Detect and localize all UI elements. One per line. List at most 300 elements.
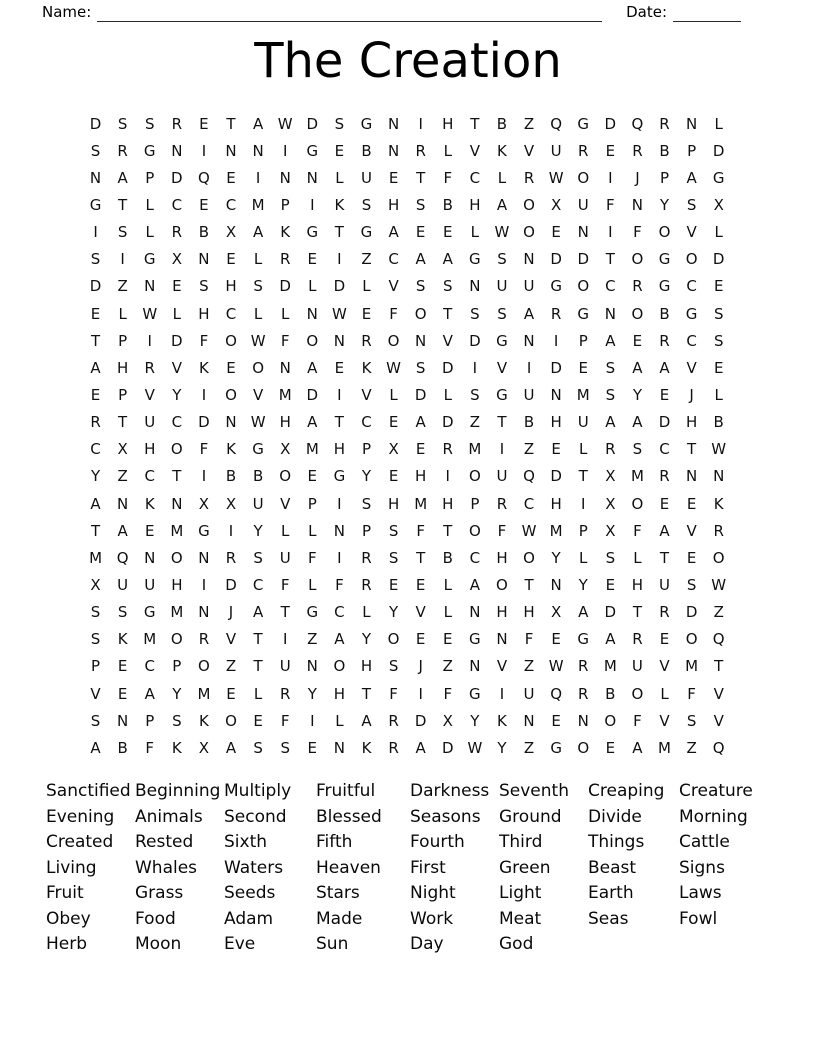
grid-letter-r9-c11: R — [361, 331, 372, 350]
grid-letter-r23-c4: S — [172, 711, 182, 730]
grid-letter-r12-c2: T — [118, 413, 128, 432]
grid-letter-r12-c17: B — [523, 413, 535, 432]
grid-letter-r15-c15: P — [470, 494, 480, 513]
grid-letter-r22-c16: I — [499, 684, 505, 703]
name-label: Name: — [42, 3, 92, 21]
word-list-column-4 — [316, 779, 410, 958]
grid-letter-r17-c22: T — [659, 548, 670, 567]
grid-letter-r9-c7: W — [250, 331, 266, 350]
grid-letter-r23-c18: E — [551, 711, 561, 730]
grid-letter-r21-c12: S — [388, 657, 399, 676]
grid-letter-r8-c12: F — [389, 304, 398, 323]
grid-letter-r16-c24: R — [713, 521, 724, 540]
grid-letter-r3-c14: F — [443, 168, 453, 187]
grid-letter-r18-c23: S — [686, 575, 697, 594]
grid-letter-r15-c12: H — [387, 494, 400, 513]
grid-letter-r4-c1: G — [89, 195, 102, 214]
grid-letter-r11-c10: I — [337, 385, 342, 404]
grid-letter-r4-c18: X — [551, 195, 562, 214]
grid-letter-r6-c1: S — [90, 250, 101, 269]
grid-letter-r1-c8: W — [277, 114, 293, 133]
word-list-item: Stars — [316, 883, 360, 903]
word-list-item: Creaping — [588, 781, 665, 801]
grid-letter-r17-c20: S — [605, 548, 616, 567]
grid-letter-r9-c19: P — [578, 331, 588, 350]
grid-letter-r24-c18: G — [550, 738, 562, 757]
grid-letter-r18-c18: N — [550, 575, 562, 594]
grid-letter-r16-c17: W — [521, 521, 537, 540]
grid-letter-r21-c8: U — [279, 657, 291, 676]
grid-letter-r20-c9: Z — [307, 630, 318, 649]
date-label: Date: — [626, 3, 667, 21]
grid-letter-r19-c9: G — [306, 603, 319, 622]
grid-letter-r9-c22: R — [659, 331, 670, 350]
grid-letter-r1-c6: T — [226, 114, 236, 133]
grid-letter-r19-c22: R — [659, 603, 670, 622]
grid-letter-r21-c21: U — [631, 657, 643, 676]
grid-letter-r11-c19: M — [576, 385, 590, 404]
grid-letter-r21-c6: Z — [225, 657, 237, 676]
grid-letter-r12-c8: H — [279, 413, 291, 432]
word-list-item: Made — [316, 908, 363, 929]
grid-letter-r10-c20: S — [605, 358, 616, 377]
grid-letter-r10-c5: K — [199, 358, 209, 377]
grid-letter-r13-c14: R — [442, 440, 453, 459]
grid-letter-r17-c24: O — [712, 548, 725, 567]
grid-letter-r17-c11: R — [361, 548, 372, 567]
word-list-item: Day — [410, 934, 444, 954]
grid-letter-r7-c2: Z — [117, 277, 128, 296]
grid-letter-r5-c6: X — [225, 223, 237, 242]
word-list-item: Meat — [499, 908, 542, 929]
grid-letter-r9-c6: O — [225, 331, 237, 350]
grid-letter-r5-c14: E — [443, 223, 453, 242]
grid-letter-r23-c24: V — [713, 711, 724, 730]
grid-letter-r2-c13: R — [415, 141, 426, 160]
grid-letter-r2-c16: K — [497, 141, 507, 160]
grid-letter-r20-c4: O — [170, 630, 183, 649]
grid-letter-r16-c7: Y — [253, 521, 263, 540]
grid-letter-r18-c22: U — [659, 575, 670, 594]
grid-letter-r1-c14: H — [442, 114, 454, 133]
grid-letter-r3-c6: E — [226, 168, 236, 187]
grid-letter-r13-c17: Z — [523, 440, 535, 459]
grid-letter-r14-c21: M — [630, 467, 644, 486]
word-list-item: Cattle — [679, 832, 730, 852]
grid-letter-r2-c4: N — [171, 141, 183, 160]
grid-letter-r8-c18: R — [550, 304, 562, 323]
grid-letter-r7-c21: R — [632, 277, 643, 296]
grid-letter-r3-c13: T — [416, 168, 426, 187]
grid-letter-r10-c2: H — [117, 358, 129, 377]
grid-letter-r7-c18: G — [550, 277, 562, 296]
grid-letter-r23-c13: D — [414, 711, 427, 730]
grid-letter-r10-c13: S — [415, 358, 426, 377]
grid-letter-r12-c23: H — [685, 413, 698, 432]
grid-letter-r4-c5: E — [199, 195, 209, 214]
word-list-column-7 — [588, 779, 679, 958]
word-list — [46, 779, 816, 958]
grid-letter-r18-c8: F — [280, 575, 290, 594]
grid-letter-r21-c20: M — [603, 657, 617, 676]
grid-letter-r8-c9: N — [306, 304, 318, 323]
word-list-item: Food — [135, 908, 176, 929]
grid-letter-r11-c17: U — [523, 385, 535, 404]
grid-letter-r19-c23: D — [685, 603, 698, 622]
grid-letter-r22-c8: R — [279, 684, 291, 703]
grid-letter-r22-c9: Y — [307, 684, 317, 703]
grid-letter-r21-c14: Z — [442, 657, 453, 676]
grid-letter-r12-c5: D — [198, 413, 210, 432]
word-list-item: Work — [410, 908, 454, 929]
grid-letter-r16-c14: T — [443, 521, 453, 540]
grid-letter-r11-c18: N — [550, 385, 562, 404]
grid-letter-r12-c9: A — [307, 413, 318, 432]
grid-letter-r3-c4: D — [171, 168, 183, 187]
grid-letter-r8-c24: S — [713, 304, 724, 323]
grid-letter-r5-c9: G — [306, 223, 319, 242]
grid-letter-r2-c15: V — [469, 141, 480, 160]
grid-letter-r12-c19: U — [577, 413, 589, 432]
grid-letter-r24-c14: D — [441, 738, 454, 757]
grid-letter-r11-c16: G — [496, 385, 508, 404]
word-list-item: Morning — [679, 806, 748, 827]
grid-letter-r7-c17: U — [523, 277, 535, 296]
grid-letter-r15-c20: X — [605, 494, 616, 513]
grid-letter-r6-c21: O — [631, 250, 644, 269]
grid-letter-r19-c6: J — [228, 603, 234, 622]
grid-letter-r23-c6: O — [225, 711, 237, 730]
grid-letter-r8-c11: E — [361, 304, 372, 323]
word-list-item: Night — [410, 883, 456, 903]
grid-letter-r15-c5: X — [198, 494, 210, 513]
grid-letter-r23-c12: R — [388, 711, 399, 730]
grid-letter-r8-c22: B — [659, 304, 670, 323]
date-blank-line — [673, 3, 741, 22]
grid-letter-r22-c14: F — [443, 684, 453, 703]
grid-letter-r12-c6: N — [225, 413, 237, 432]
grid-letter-r4-c4: C — [171, 195, 183, 214]
grid-letter-r1-c12: N — [387, 114, 400, 133]
grid-letter-r6-c17: N — [523, 250, 535, 269]
word-list-item: Living — [46, 857, 97, 878]
grid-letter-r7-c7: S — [253, 277, 263, 296]
grid-letter-r9-c17: N — [523, 331, 535, 350]
grid-letter-r3-c10: L — [335, 168, 344, 187]
grid-letter-r14-c6: B — [225, 467, 237, 486]
grid-letter-r12-c4: C — [171, 413, 183, 432]
grid-letter-r5-c15: L — [470, 223, 480, 242]
grid-letter-r9-c13: N — [415, 331, 427, 350]
grid-letter-r2-c19: R — [578, 141, 589, 160]
word-list-item: Darkness — [410, 781, 490, 801]
grid-letter-r18-c24: W — [711, 575, 727, 594]
grid-letter-r17-c21: L — [633, 548, 642, 567]
grid-letter-r5-c1: I — [93, 223, 98, 242]
grid-letter-r9-c8: F — [280, 331, 290, 350]
grid-letter-r1-c10: S — [334, 114, 345, 133]
grid-letter-r24-c13: A — [415, 738, 426, 757]
grid-letter-r1-c17: Z — [523, 114, 535, 133]
grid-letter-r1-c16: B — [496, 114, 508, 133]
grid-letter-r8-c6: C — [225, 304, 237, 323]
grid-letter-r9-c12: O — [387, 331, 400, 350]
grid-letter-r23-c17: N — [523, 711, 535, 730]
grid-letter-r5-c2: S — [117, 223, 128, 242]
grid-letter-r15-c13: M — [414, 494, 428, 513]
grid-letter-r21-c11: H — [360, 657, 373, 676]
grid-letter-r7-c11: L — [362, 277, 371, 296]
grid-letter-r19-c17: H — [523, 603, 535, 622]
word-list-item: Laws — [679, 883, 722, 903]
grid-letter-r13-c8: X — [280, 440, 291, 459]
word-list-item: Sanctified — [46, 781, 131, 801]
grid-letter-r20-c21: R — [632, 630, 643, 649]
grid-letter-r13-c20: R — [605, 440, 616, 459]
grid-letter-r5-c8: K — [280, 223, 291, 242]
word-list-item: Beginning — [135, 781, 221, 801]
word-list-column-1 — [46, 779, 135, 958]
grid-letter-r8-c3: W — [142, 304, 158, 323]
grid-letter-r6-c20: T — [605, 250, 615, 269]
grid-letter-r5-c21: F — [633, 223, 642, 242]
grid-letter-r18-c9: L — [308, 575, 317, 594]
grid-letter-r18-c6: D — [225, 575, 237, 594]
grid-letter-r15-c1: A — [90, 494, 101, 513]
grid-letter-r12-c1: R — [90, 413, 101, 432]
grid-letter-r17-c6: R — [225, 548, 237, 567]
grid-letter-r21-c16: V — [496, 657, 508, 676]
grid-letter-r11-c1: E — [90, 385, 101, 404]
grid-letter-r10-c6: E — [226, 358, 236, 377]
grid-letter-r15-c10: I — [337, 494, 342, 513]
grid-letter-r5-c5: B — [198, 223, 210, 242]
word-list-item: Rested — [135, 832, 194, 852]
grid-letter-r10-c21: A — [632, 358, 643, 377]
grid-letter-r10-c7: O — [252, 358, 265, 377]
grid-letter-r24-c9: E — [307, 738, 318, 757]
grid-letter-r18-c4: H — [171, 575, 183, 594]
grid-letter-r5-c16: W — [494, 223, 510, 242]
word-list-item: Seeds — [224, 883, 276, 903]
grid-letter-r12-c14: D — [441, 413, 454, 432]
grid-letter-r1-c24: L — [714, 114, 723, 133]
grid-letter-r6-c8: R — [279, 250, 291, 269]
grid-letter-r20-c7: T — [253, 630, 263, 649]
grid-letter-r4-c3: L — [145, 195, 154, 214]
grid-letter-r16-c10: N — [333, 521, 345, 540]
grid-letter-r23-c7: E — [253, 711, 263, 730]
grid-letter-r22-c10: H — [333, 684, 346, 703]
grid-letter-r7-c12: V — [388, 277, 399, 296]
word-list-item: Earth — [588, 883, 634, 903]
grid-letter-r2-c12: N — [387, 141, 400, 160]
grid-letter-r8-c4: L — [172, 304, 181, 323]
word-list-item: First — [410, 857, 446, 878]
grid-letter-r7-c10: D — [333, 277, 346, 296]
word-list-item: Seas — [588, 908, 629, 929]
grid-letter-r21-c7: T — [253, 657, 263, 676]
grid-letter-r22-c5: M — [197, 684, 211, 703]
grid-letter-r15-c14: H — [442, 494, 454, 513]
grid-letter-r14-c10: G — [333, 467, 346, 486]
grid-letter-r19-c4: M — [170, 603, 184, 622]
grid-letter-r15-c6: X — [225, 494, 237, 513]
grid-letter-r6-c2: I — [120, 250, 125, 269]
word-list-item: Multiply — [224, 781, 292, 801]
grid-letter-r23-c23: S — [686, 711, 697, 730]
grid-letter-r10-c17: I — [526, 358, 532, 377]
grid-letter-r11-c13: D — [414, 385, 427, 404]
grid-letter-r7-c14: S — [443, 277, 453, 296]
word-list-item: Whales — [135, 857, 198, 878]
grid-letter-r16-c20: X — [605, 521, 616, 540]
word-list-item: Evening — [46, 806, 115, 827]
grid-letter-r18-c16: O — [496, 575, 508, 594]
grid-letter-r21-c15: N — [469, 657, 481, 676]
grid-letter-r14-c13: H — [415, 467, 427, 486]
grid-letter-r18-c12: E — [388, 575, 399, 594]
grid-letter-r14-c17: Q — [523, 467, 535, 486]
grid-letter-r22-c22: L — [660, 684, 669, 703]
word-list-item: Animals — [135, 806, 203, 827]
grid-letter-r1-c2: S — [117, 114, 128, 133]
grid-letter-r20-c24: Q — [712, 630, 725, 649]
grid-letter-r10-c8: N — [279, 358, 291, 377]
grid-letter-r19-c5: N — [198, 603, 210, 622]
word-list-item: Fruit — [46, 883, 84, 903]
grid-letter-r5-c12: A — [388, 223, 399, 242]
grid-letter-r20-c5: R — [198, 630, 210, 649]
grid-letter-r11-c6: O — [225, 385, 237, 404]
grid-letter-r2-c14: L — [443, 141, 452, 160]
grid-letter-r7-c20: C — [605, 277, 616, 296]
grid-letter-r6-c24: D — [712, 250, 725, 269]
grid-letter-r6-c12: C — [388, 250, 399, 269]
grid-letter-r23-c1: S — [90, 711, 101, 730]
grid-letter-r14-c24: N — [713, 467, 725, 486]
grid-letter-r24-c10: N — [333, 738, 345, 757]
grid-letter-r9-c3: I — [147, 331, 152, 350]
grid-letter-r7-c23: C — [686, 277, 697, 296]
grid-letter-r14-c8: O — [279, 467, 292, 486]
grid-letter-r4-c16: A — [496, 195, 508, 214]
grid-letter-r13-c5: F — [199, 440, 209, 459]
grid-letter-r3-c21: J — [635, 168, 640, 187]
grid-letter-r7-c16: U — [496, 277, 508, 296]
grid-letter-r1-c19: G — [577, 114, 590, 133]
grid-letter-r15-c22: E — [659, 494, 670, 513]
grid-letter-r17-c10: I — [337, 548, 342, 567]
grid-letter-r20-c18: E — [551, 630, 561, 649]
grid-letter-r10-c12: W — [386, 358, 401, 377]
grid-letter-r4-c7: M — [251, 195, 265, 214]
grid-letter-r4-c10: K — [334, 195, 345, 214]
word-list-item: Fowl — [679, 908, 718, 929]
grid-letter-r10-c16: V — [496, 358, 508, 377]
grid-letter-r3-c24: G — [712, 168, 725, 187]
grid-letter-r8-c23: G — [685, 304, 698, 323]
grid-letter-r10-c10: E — [334, 358, 345, 377]
grid-letter-r23-c2: N — [117, 711, 129, 730]
grid-letter-r10-c24: E — [713, 358, 724, 377]
grid-letter-r13-c16: I — [499, 440, 505, 459]
grid-letter-r18-c21: H — [631, 575, 644, 594]
grid-letter-r2-c5: I — [201, 141, 207, 160]
grid-letter-r13-c23: T — [687, 440, 697, 459]
grid-letter-r6-c3: G — [143, 250, 156, 269]
grid-letter-r10-c19: E — [578, 358, 588, 377]
grid-letter-r8-c7: L — [253, 304, 263, 323]
grid-letter-r9-c9: O — [306, 331, 319, 350]
word-list-item: Seventh — [499, 781, 569, 801]
grid-letter-r14-c14: I — [445, 467, 450, 486]
grid-letter-r12-c20: A — [605, 413, 616, 432]
grid-letter-r5-c20: I — [608, 223, 613, 242]
grid-letter-r23-c15: Y — [470, 711, 480, 730]
word-list-item: Obey — [46, 908, 91, 929]
word-list-item: Sixth — [224, 832, 268, 852]
word-list-item: Heaven — [316, 857, 381, 878]
grid-letter-r2-c10: E — [334, 141, 345, 160]
grid-letter-r10-c22: A — [659, 358, 670, 377]
grid-letter-r21-c18: W — [548, 657, 564, 676]
grid-letter-r13-c19: L — [579, 440, 588, 459]
grid-letter-r1-c11: G — [360, 114, 373, 133]
grid-letter-r3-c8: N — [279, 168, 291, 187]
grid-letter-r17-c13: T — [416, 548, 426, 567]
grid-letter-r9-c24: S — [713, 331, 724, 350]
grid-letter-r11-c14: L — [443, 385, 452, 404]
grid-letter-r14-c20: X — [605, 467, 616, 486]
grid-letter-r6-c22: G — [658, 250, 671, 269]
grid-letter-r9-c4: D — [171, 331, 183, 350]
grid-letter-r15-c21: O — [631, 494, 644, 513]
grid-letter-r6-c10: I — [337, 250, 342, 269]
grid-letter-r12-c11: C — [361, 413, 372, 432]
grid-letter-r22-c11: T — [361, 684, 372, 703]
grid-letter-r22-c18: Q — [550, 684, 563, 703]
grid-letter-r18-c5: I — [201, 575, 207, 594]
grid-letter-r16-c9: L — [308, 521, 317, 540]
word-list-item: God — [499, 934, 534, 954]
grid-letter-r8-c17: A — [523, 304, 535, 323]
grid-letter-r11-c5: I — [201, 385, 207, 404]
grid-letter-r13-c1: C — [90, 440, 101, 459]
grid-letter-r18-c14: L — [443, 575, 452, 594]
grid-letter-r13-c12: X — [388, 440, 399, 459]
grid-letter-r14-c4: T — [172, 467, 182, 486]
grid-letter-r7-c3: N — [144, 277, 156, 296]
grid-letter-r23-c20: O — [604, 711, 617, 730]
grid-letter-r19-c21: T — [632, 603, 642, 622]
grid-letter-r7-c1: D — [89, 277, 102, 296]
grid-letter-r14-c2: Z — [117, 467, 128, 486]
word-list-item: Blessed — [316, 806, 382, 827]
grid-letter-r22-c24: V — [713, 684, 724, 703]
word-list-item: Created — [46, 832, 114, 852]
grid-letter-r22-c3: A — [144, 684, 155, 703]
grid-letter-r6-c13: A — [415, 250, 426, 269]
grid-letter-r5-c23: V — [686, 223, 697, 242]
grid-letter-r16-c3: E — [144, 521, 155, 540]
grid-letter-r19-c15: N — [469, 603, 481, 622]
grid-letter-r9-c20: A — [605, 331, 616, 350]
word-list-item: Herb — [46, 934, 88, 954]
word-list-item: Things — [588, 832, 645, 852]
grid-letter-r3-c1: N — [89, 168, 102, 187]
grid-letter-r13-c11: P — [361, 440, 371, 459]
